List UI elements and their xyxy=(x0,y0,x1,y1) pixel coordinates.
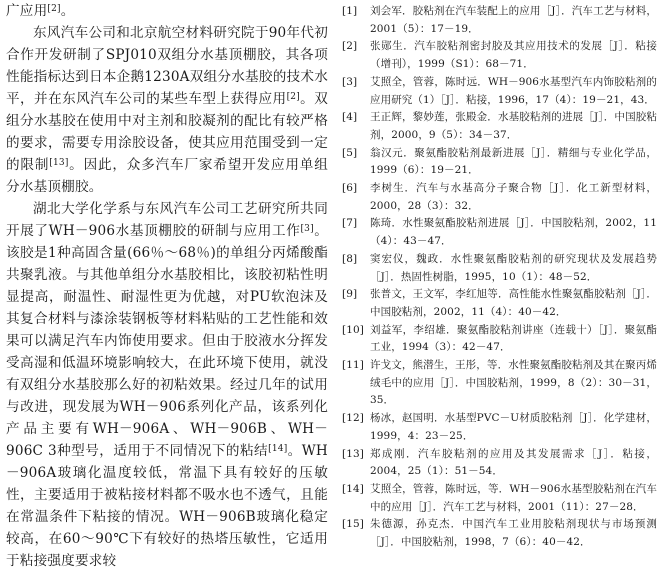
reference-text: 艾照全，管蓉，陈时远．WH－906水基型汽车内饰胶粘剂的应用研究（1）［J］．粘接，1996，17（4）：19－21，43． xyxy=(370,75,657,106)
reference-item xyxy=(342,145,657,180)
reference-text: 刘益军，李绍雄．聚氨酯胶粘剂讲座（连载十）［J］．聚氨酯工业，1994（3）：42－47． xyxy=(370,323,657,354)
reference-item xyxy=(342,38,657,73)
reference-text: 艾照全，管蓉，陈时远，等．WH－906水基型胶粘剂在汽车中的应用［J］．汽车工艺与材料，2001（11）：27－28． xyxy=(370,482,657,513)
reference-text: 朱德源，孙克杰．中国汽车工业用胶粘剂现状与市场预测［J］．中国胶粘剂，1998，7（6）：40－42． xyxy=(370,518,657,549)
paragraph-text: 东风汽车公司和北京航空材料研究院于90年代初合作开发研制了SPJ010双组分水基顶棚胶，其各项性能指标达到日本企鹅1230A双组分水基胶的技术水平，并在东风汽车公司的某些车型上获得应用 xyxy=(6,25,328,107)
reference-text: 郑成刚．汽车胶粘剂的应用及其发展需求［J］．粘接，2004，25（1）：51－54． xyxy=(370,447,657,478)
reference-item xyxy=(342,410,657,445)
reference-text: 李树生．汽车与水基高分子聚合物［J］．化工新型材料，2000，28（3）：32． xyxy=(370,182,657,212)
citation[interactable]: [14] xyxy=(268,444,288,454)
reference-number: [1] xyxy=(342,5,358,17)
reference-number: [2] xyxy=(342,40,358,53)
reference-item xyxy=(342,357,657,410)
reference-item xyxy=(342,74,657,109)
reference-text: 陈琦．水性聚氨酯胶粘剂进展［J］．中国胶粘剂，2002，11（4）：43－47． xyxy=(370,217,657,248)
reference-text: 翁汉元．聚氨酯胶粘剂最新进展［J］．精细与专业化学品，1999（6）：19－21． xyxy=(370,146,657,177)
citation[interactable]: [13] xyxy=(49,158,69,168)
reference-number: [14] xyxy=(342,482,364,495)
paragraph-text: 。因此，众多汽车厂家希望开发应用单组分水基顶棚胶。 xyxy=(6,157,328,195)
reference-number: [13] xyxy=(342,447,364,460)
body-column xyxy=(6,0,328,572)
citation[interactable]: [2] xyxy=(286,92,300,102)
paragraph-text: 广应用 xyxy=(6,3,48,19)
reference-number: [6] xyxy=(342,182,358,195)
paragraph-2 xyxy=(6,198,328,572)
reference-item xyxy=(342,286,657,321)
reference-item xyxy=(342,180,657,215)
reference-item xyxy=(342,215,657,250)
reference-item xyxy=(342,481,657,516)
reference-number: [12] xyxy=(342,412,364,425)
reference-text: 张郧生．汽车胶粘剂密封胶及其应用技术的发展［J］．粘接（增刊），1999（S1）：68－71． xyxy=(370,40,657,71)
citation[interactable]: [2] xyxy=(47,4,61,14)
reference-text: 张普文，王文军，李红旭等．高性能水性聚氨酯胶粘剂［J］．中国胶粘剂，2002，11（4）：40－42． xyxy=(370,288,657,318)
reference-number: [10] xyxy=(342,323,364,336)
reference-number: [7] xyxy=(342,217,358,230)
paragraph-text: 。该胶是1种高固含量(66％～68％)的单组分丙烯酸酯共聚乳液。与其他单组分水基胶相比，该胶初粘性明显提高，耐温性、耐湿性更为优越，对PU软泡沫及其复合材料与漆涂装钢板等材料粘贴的工艺性能和效果可以满足汽车内饰使用要求。但由于胶液水分挥发受高湿和低温环境影响较大，在此环境下使用，就没有双组分水基胶那么好的初粘效果。经过几年的试用与改进，现发展为WH－906系列化产品，该系列化产品主要有WH－906A、WH－906B、WH－906C 3种型号，适用于不同情况下的粘结 xyxy=(6,223,329,459)
reference-text: 杨冰，赵国明．水基型PVC－U材质胶粘剂［J］．化学建材，1999，4：23－25． xyxy=(370,412,657,442)
reference-text: 王正辉，黎妙莲，张殿金．水基胶粘剂的进展［J］．中国胶粘剂，2000，9（5）：34－37． xyxy=(370,111,657,141)
reference-item xyxy=(342,322,657,357)
paragraph-0 xyxy=(6,0,328,22)
reference-number: [15] xyxy=(342,518,364,531)
reference-text: 窦宏仪，魏政．水性聚氨酯胶粘剂的研究现状及发展趋势［J］．热固性树脂，1995，10（1）：48－52． xyxy=(370,252,657,283)
reference-number: [9] xyxy=(342,288,358,301)
paragraph-text: 。 xyxy=(60,3,75,19)
reference-item xyxy=(342,3,657,38)
reference-number: [5] xyxy=(342,146,358,159)
paragraph-1 xyxy=(6,22,328,198)
reference-number: [8] xyxy=(342,252,358,265)
reference-text: 刘会军．胶粘剂在汽车装配上的应用［J］．汽车工艺与材料，2001（5）：17－19． xyxy=(370,5,657,35)
reference-number: [11] xyxy=(342,359,364,372)
reference-text: 许戈文，熊潜生，王彤，等．水性聚氨酯胶粘剂及其在聚丙烯绒毛中的应用［J］．中国胶粘剂，1999，8（2）：30－31，35． xyxy=(370,359,657,407)
reference-item xyxy=(342,446,657,481)
reference-list xyxy=(342,3,657,552)
reference-number: [3] xyxy=(342,75,358,88)
paragraph-text: 。WH－906A玻璃化温度较低，常温下具有较好的压敏性，主要适用于被粘接材料都不吸水也不透气，且能在常温条件下粘接的情况。WH－906B玻璃化稳定较高，在60～90℃下有较好的热塔压敏性，它适用于粘接强度要求较 xyxy=(6,443,328,569)
paragraph-text: 。双组分水基胶在使用中对主剂和胶凝剂的配比有较严格的要求，需要专用涂胶设备，使其应用范围受到一定的限制 xyxy=(6,91,328,173)
reference-item xyxy=(342,109,657,144)
reference-item xyxy=(342,251,657,286)
paragraph-text: 湖北大学化学系与东风汽车公司工艺研究所共同开展了WH－906水基顶棚胶的研制与应用工作 xyxy=(6,201,328,239)
reference-item xyxy=(342,516,657,551)
reference-number: [4] xyxy=(342,111,358,124)
citation[interactable]: [3] xyxy=(300,224,314,234)
